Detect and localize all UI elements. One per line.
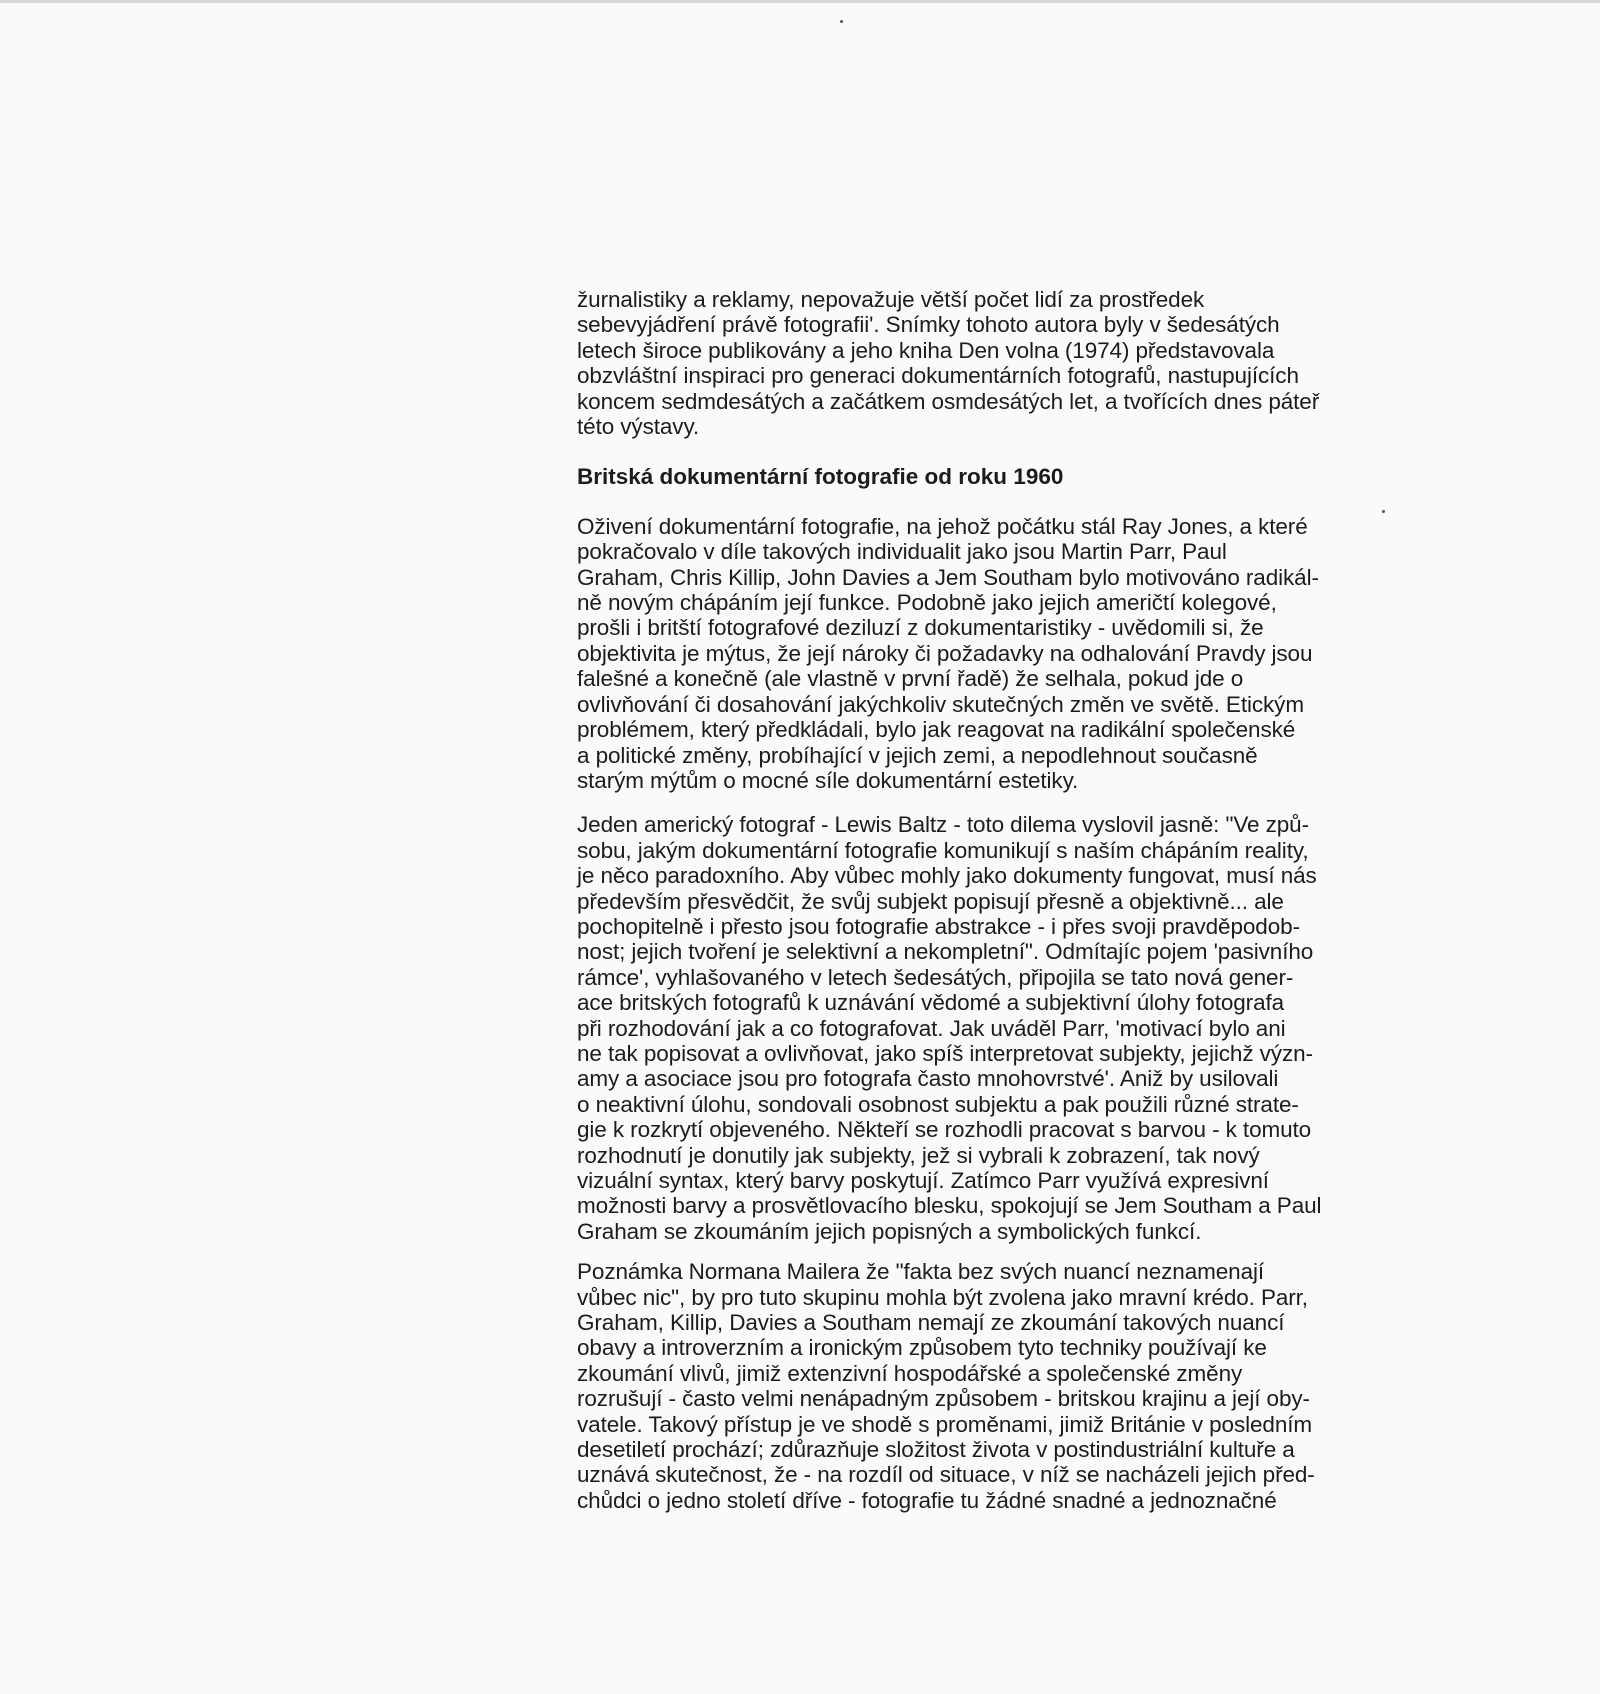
text-line: především přesvědčit, že svůj subjekt popisují přesně a objektivně... ale [577, 888, 1284, 914]
text-line: obzvláštní inspiraci pro generaci dokumentárních fotografů, nastupujících [577, 363, 1299, 389]
text-line: koncem sedmdesátých a začátkem osmdesátých let, a tvořících dnes páteř [577, 388, 1320, 414]
text-line: žurnalistiky a reklamy, nepovažuje větší počet lidí za prostředek [577, 287, 1205, 312]
text-line: a politické změny, probíhající v jejich zemi, a nepodlehnout současně [577, 742, 1258, 768]
text-line: letech široce publikovány a jeho kniha Den volna (1974) představovala [577, 337, 1275, 363]
text-line: desetiletí prochází; zdůrazňuje složitost života v postindustriální kultuře a [577, 1437, 1295, 1463]
text-line: je něco paradoxního. Aby vůbec mohly jako dokumenty fungovat, musí nás [577, 863, 1317, 889]
text-line: ovlivňování či dosahování jakýchkoliv skutečných změn ve světě. Etickým [577, 691, 1304, 717]
text-line: Graham, Chris Killip, John Davies a Jem Southam bylo motivováno radikál- [577, 564, 1319, 590]
page-speck [840, 20, 843, 23]
text-line: možnosti barvy a prosvětlovacího blesku, spokojují se Jem Southam a Paul [577, 1193, 1322, 1219]
page-top-edge [0, 0, 1600, 3]
text-line: zkoumání vlivů, jimiž extenzivní hospodářské a společenské změny [577, 1360, 1243, 1386]
text-line: rozhodnutí je donutily jak subjekty, jež si vybrali k zobrazení, tak nový [577, 1142, 1260, 1168]
text-line: amy a asociace jsou pro fotografa často mnohovrstvé'. Aniž by usilovali [577, 1066, 1279, 1092]
text-line: ne tak popisovat a ovlivňovat, jako spíš interpretovat subjekty, jejichž význ- [577, 1040, 1313, 1066]
text-line: Oživení dokumentární fotografie, na jehož počátku stál Ray Jones, a které [577, 513, 1308, 539]
text-line: rámce', vyhlašovaného v letech šedesátých, připojila se tato nová gener- [577, 964, 1294, 990]
text-line: chůdci o jedno století dříve - fotografie tu žádné snadné a jednoznačné [577, 1487, 1277, 1513]
text-line: starým mýtům o mocné síle dokumentární estetiky. [577, 767, 1079, 793]
text-column [577, 287, 1432, 1513]
paragraph-revival [577, 514, 1432, 793]
intro-paragraph [577, 287, 1432, 439]
text-line: sobu, jakým dokumentární fotografie komunikují s naším chápáním reality, [577, 837, 1309, 863]
text-line: prošli i britští fotografové deziluzí z dokumentaristiky - uvědomili si, že [577, 615, 1264, 641]
text-line: problémem, který předkládali, bylo jak reagovat na radikální společenské [577, 717, 1296, 743]
text-line: uznává skutečnost, že - na rozdíl od situace, v níž se nacházeli jejich před- [577, 1462, 1315, 1488]
text-line: Jeden americký fotograf - Lewis Baltz - toto dilema vyslovil jasně: "Ve způ- [577, 812, 1309, 838]
text-line: pokračovalo v díle takových individualit jako jsou Martin Parr, Paul [577, 539, 1227, 565]
text-line: sebevyjádření právě fotografii'. Snímky tohoto autora byly v šedesátých [577, 312, 1280, 338]
text-line: gie k rozkrytí objeveného. Někteří se rozhodli pracovat s barvou - k tomuto [577, 1117, 1312, 1143]
text-line: vizuální syntax, který barvy poskytují. Zatímco Parr využívá expresivní [577, 1168, 1269, 1193]
text-line: Poznámka Normana Mailera že "fakta bez svých nuancí neznamenají [577, 1259, 1265, 1285]
section-heading: Britská dokumentární fotografie od roku 1960 [577, 464, 1064, 490]
text-line: rozrušují - často velmi nenápadným způsobem - britskou krajinu a její oby- [577, 1386, 1310, 1412]
text-line: o neaktivní úlohu, sondovali osobnost subjektu a pak použili různé strate- [577, 1091, 1299, 1117]
text-line: ně novým chápáním její funkce. Podobně jako jejich američtí kolegové, [577, 590, 1277, 616]
text-line: této výstavy. [577, 414, 700, 440]
text-line: objektivita je mýtus, že její nároky či požadavky na odhalování Pravdy jsou [577, 640, 1313, 666]
text-line: pochopitelně i přesto jsou fotografie abstrakce - i přes svoji pravděpodob- [577, 913, 1300, 939]
paragraph-gap [577, 1244, 1432, 1259]
text-line: Graham se zkoumáním jejich popisných a symbolických funkcí. [577, 1218, 1202, 1244]
text-line: vatele. Takový přístup je ve shodě s proměnami, jimiž Británie v posledním [577, 1411, 1313, 1437]
text-line: obavy a introverzním a ironickým způsobem tyto techniky používají ke [577, 1335, 1267, 1361]
text-line: ace britských fotografů k uznávání vědomé a subjektivní úlohy fotografa [577, 990, 1285, 1016]
text-line: vůbec nic", by pro tuto skupinu mohla být zvolena jako mravní krédo. Parr, [577, 1284, 1308, 1310]
paragraph-mailer [577, 1259, 1432, 1513]
text-line: při rozhodování jak a co fotografovat. Jak uváděl Parr, 'motivací bylo ani [577, 1015, 1286, 1041]
text-line: falešné a konečně (ale vlastně v první řadě) že selhala, pokud jde o [577, 666, 1244, 692]
paragraph-baltz [577, 812, 1432, 1244]
text-line: nost; jejich tvoření je selektivní a nekompletní". Odmítajíc pojem 'pasivního [577, 939, 1314, 965]
text-line: Graham, Killip, Davies a Southam nemají ze zkoumání takových nuancí [577, 1310, 1285, 1336]
